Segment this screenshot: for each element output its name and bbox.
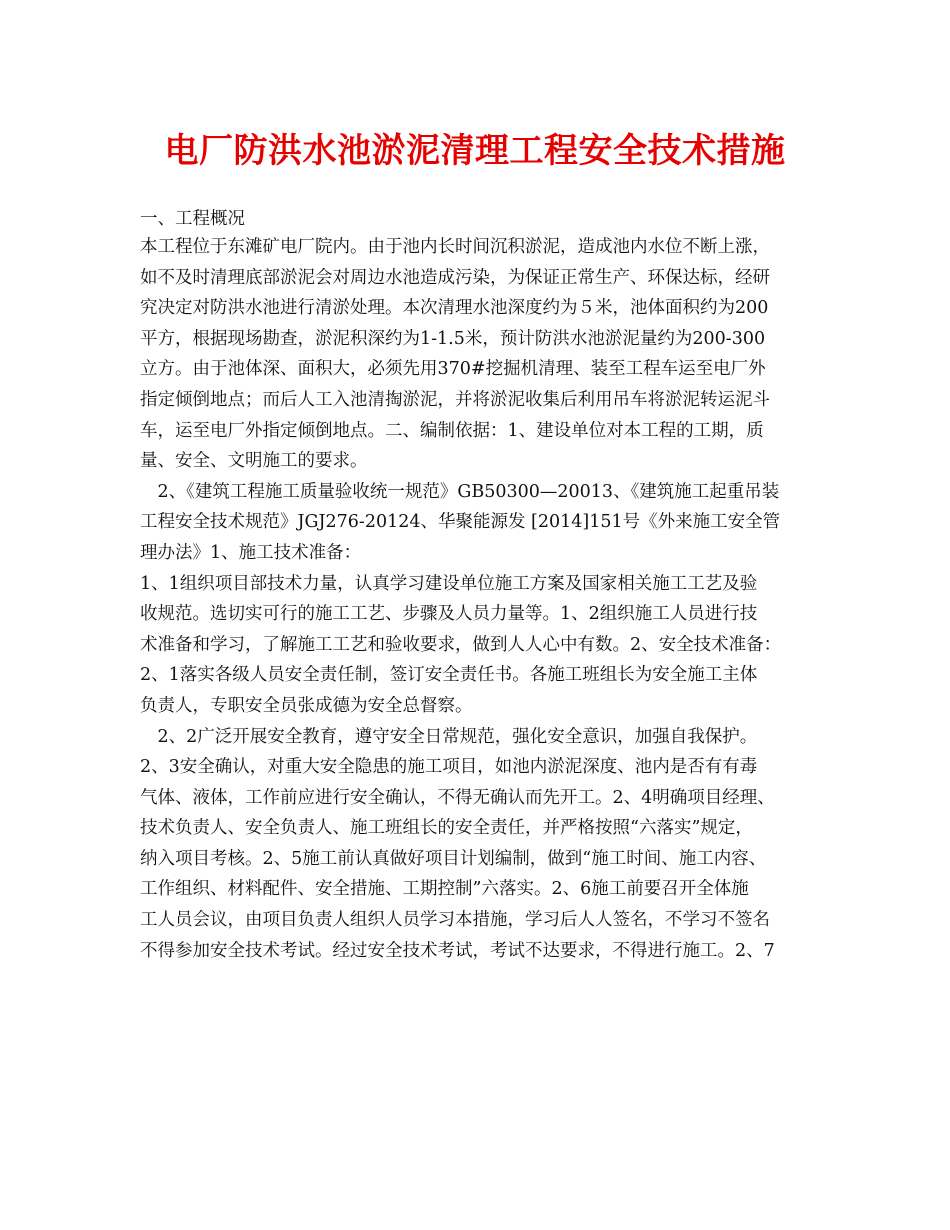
- paragraph-line: 理办法》1、施工技术准备：: [140, 542, 362, 563]
- paragraph-line: 工作组织、材料配件、安全措施、工期控制”六落实。2、6施工前要召开全体施: [140, 879, 749, 900]
- paragraph-line: 工人员会议，由项目负责人组织人员学习本措施，学习后人人签名，不学习不签名: [140, 910, 770, 931]
- paragraph-line: 车，运至电厂外指定倾倒地点。二、编制依据：1、建设单位对本工程的工期，质: [140, 420, 764, 441]
- paragraph-line: 平方，根据现场勘查，淤泥积深约为1-1.5米，预计防洪水池淤泥量约为200-300: [140, 328, 766, 349]
- paragraph-line: 如不及时清理底部淤泥会对周边水池造成污染，为保证正常生产、环保达标，经研: [140, 267, 770, 288]
- paragraph-line: 量、安全、文明施工的要求。: [140, 451, 368, 472]
- paragraph-line: 气体、液体，工作前应进行安全确认，不得无确认而先开工。2、4明确项目经理、: [140, 787, 775, 808]
- paragraph-line: 纳入项目考核。2、5施工前认真做好项目计划编制，做到“施工时间、施工内容、: [140, 848, 767, 869]
- paragraph-line: 指定倾倒地点；而后人工入池清掏淤泥，并将淤泥收集后利用吊车将淤泥转运泥斗: [140, 389, 770, 410]
- paragraph-line: 2、3安全确认，对重大安全隐患的施工项目，如池内淤泥深度、池内是否有有毒: [140, 757, 758, 778]
- paragraph-line: 技术负责人、安全负责人、施工班组长的安全责任，并严格按照“六落实”规定，: [140, 818, 753, 839]
- paragraph-line: 2、1落实各级人员安全责任制，签订安全责任书。各施工班组长为安全施工主体: [140, 665, 758, 686]
- section-heading: 一、工程概况: [140, 209, 245, 229]
- document-body: [140, 206, 830, 966]
- paragraph-line: 1、1组织项目部技术力量，认真学习建设单位施工方案及国家相关施工工艺及验: [140, 573, 758, 594]
- paragraph-line: 负责人，专职安全员张成德为安全总督察。: [140, 695, 473, 716]
- paragraph-line: 工程安全技术规范》JGJ276-20124、华聚能源发 [2014]151号《外来施工安全管: [140, 512, 781, 533]
- paragraph-line: 术准备和学习，了解施工工艺和验收要求，做到人人心中有数。2、安全技术准备：: [140, 634, 782, 655]
- paragraph-line: 立方。由于池体深、面积大，必须先用370#挖掘机清理、装至工程车运至电厂外: [140, 359, 766, 380]
- paragraph-line: 不得参加安全技术考试。经过安全技术考试，考试不达要求，不得进行施工。2、7: [140, 940, 775, 961]
- document-title: 电厂防洪水池淤泥清理工程安全技术措施: [164, 131, 786, 171]
- paragraph-line: 收规范。选切实可行的施工工艺、步骤及人员力量等。1、2组织施工人员进行技: [140, 604, 758, 625]
- paragraph-line: 2、《建筑工程施工质量验收统一规范》GB50300—20013、《建筑施工起重吊装: [140, 481, 780, 502]
- paragraph-line: 究决定对防洪水池进行清淤处理。本次清理水池深度约为５米，池体面积约为200: [140, 298, 769, 319]
- paragraph-line: 本工程位于东滩矿电厂院内。由于池内长时间沉积淤泥，造成池内水位不断上涨，: [140, 237, 770, 257]
- paragraph-line: 2、2广泛开展安全教育，遵守安全日常规范，强化安全意识，加强自我保护。: [140, 726, 758, 747]
